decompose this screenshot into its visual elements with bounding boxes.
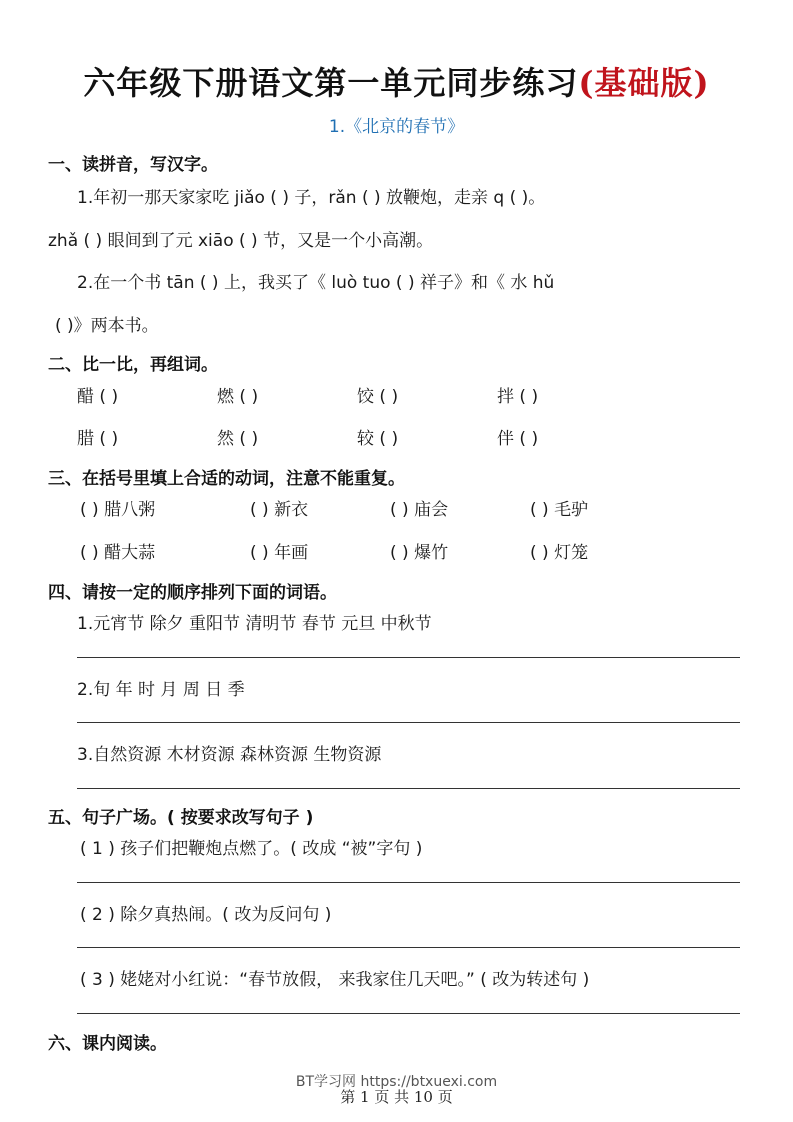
s3-item: ( ) 醋大蒜 [80, 543, 156, 563]
section-2-heading: 二、比一比，再组词。 [48, 355, 218, 375]
s1-line-4: ( )》两本书。 [55, 316, 159, 336]
s1-line-1: 1.年初一那天家家吃 jiǎo ( ) 子，rǎn ( ) 放鞭炮，走亲 q ( )。 [77, 188, 546, 208]
answer-line [77, 788, 740, 789]
s3-item: ( ) 毛驴 [530, 500, 589, 520]
section-5-heading: 五、句子广场。( 按要求改写句子 ) [48, 808, 314, 828]
footer-site: BT学习网 https://btxuexi.com [295, 1074, 498, 1090]
section-4-heading: 四、请按一定的顺序排列下面的词语。 [48, 583, 337, 603]
s2-item: 伴 ( ) [497, 429, 539, 449]
s2-item: 饺 ( ) [357, 387, 399, 407]
s2-item: 燃 ( ) [217, 387, 259, 407]
s3-item: ( ) 爆竹 [390, 543, 449, 563]
s3-item: ( ) 庙会 [390, 500, 449, 520]
s3-item: ( ) 腊八粥 [80, 500, 156, 520]
s5-question-3: ( 3 ) 姥姥对小红说：“春节放假， 来我家住几天吧。” ( 改为转述句 ) [80, 970, 590, 990]
s3-item: ( ) 新衣 [250, 500, 309, 520]
title-main: 六年级下册语文第一单元同步练习 [83, 64, 579, 102]
s1-line-3: 2.在一个书 tān ( ) 上，我买了《 luò tuo ( ) 祥子》和《 水 hǔ [77, 273, 555, 293]
lesson-title: 1.《北京的春节》 [328, 117, 465, 137]
section-3-heading: 三、在括号里填上合适的动词，注意不能重复。 [48, 469, 405, 489]
s2-item: 然 ( ) [217, 429, 259, 449]
s5-question-2: ( 2 ) 除夕真热闹。( 改为反问句 ) [80, 905, 332, 925]
answer-line [77, 882, 740, 883]
s2-item: 拌 ( ) [497, 387, 539, 407]
s3-item: ( ) 年画 [250, 543, 309, 563]
s4-question-1: 1.元宵节 除夕 重阳节 清明节 春节 元旦 中秋节 [77, 614, 432, 634]
s2-item: 较 ( ) [357, 429, 399, 449]
s4-question-2: 2.旬 年 时 月 周 日 季 [77, 680, 245, 700]
s2-item: 腊 ( ) [77, 429, 119, 449]
footer-page-number: 第 1 页 共 10 页 [340, 1088, 453, 1106]
s1-line-2: zhǎ ( ) 眼间到了元 xiāo ( ) 节，又是一个小高潮。 [48, 231, 434, 251]
section-1-heading: 一、读拼音，写汉字。 [48, 155, 218, 175]
answer-line [77, 947, 740, 948]
s5-question-1: ( 1 ) 孩子们把鞭炮点燃了。( 改成 “被”字句 ) [80, 839, 423, 859]
title-suffix: (基础版) [578, 64, 710, 102]
s3-item: ( ) 灯笼 [530, 543, 589, 563]
answer-line [77, 1013, 740, 1014]
page-title [0, 58, 793, 104]
answer-line [77, 722, 740, 723]
answer-line [77, 657, 740, 658]
s2-item: 醋 ( ) [77, 387, 119, 407]
s4-question-3: 3.自然资源 木材资源 森林资源 生物资源 [77, 745, 382, 765]
section-6-heading: 六、课内阅读。 [48, 1034, 167, 1054]
